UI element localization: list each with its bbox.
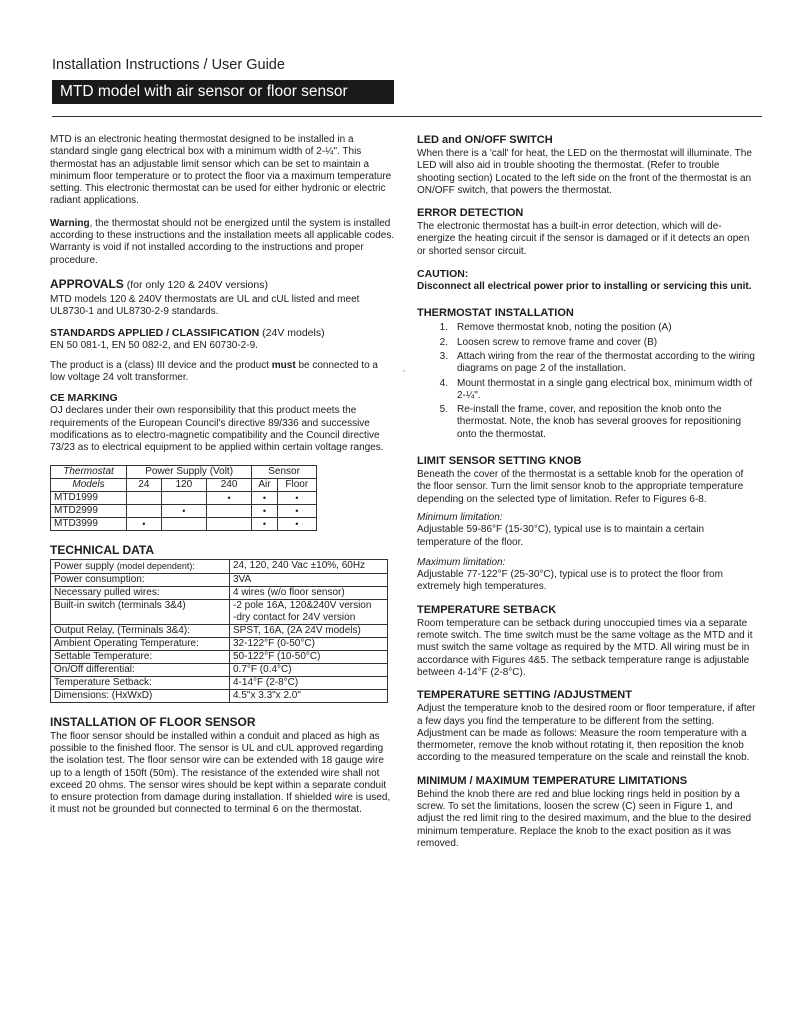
- min-text: Adjustable 59-86°F (15-30°C), typical use is to maintain a certain temperature of the floor.: [417, 524, 705, 548]
- standards-note: (24V models): [259, 326, 325, 339]
- minmax-text: Behind the knob there are red and blue locking rings held in position by a screw. To set the limitations, loosen the screw (C) seen in Figure 1, and adjust the red limit ring to the desired maximum, and the blue to the desired minimum temperature. Replace the knob to the exact position as it was removed.: [417, 788, 752, 849]
- dot-cell: •: [277, 491, 316, 504]
- warning-text: , the thermostat should not be energized until the system is installed according to these instructions and the installation meets all applicable codes. Warranty is void if not installed according to the instructions and proper procedure.: [50, 217, 395, 266]
- step-text: Loosen screw to remove frame and cover (B): [457, 336, 658, 348]
- tech-key: Temperature Setback:: [51, 676, 230, 689]
- tech-value: 24, 120, 240 Vac ±10%, 60Hz: [230, 559, 388, 573]
- ce-heading: CE MARKING: [50, 392, 118, 405]
- list-item: [417, 322, 757, 334]
- table-row: [51, 517, 317, 530]
- tech-key: Ambient Operating Temperature:: [51, 637, 230, 650]
- dot-cell: [206, 517, 251, 530]
- tech-value: 3VA: [230, 573, 388, 586]
- step-text: Remove thermostat knob, noting the position (A): [457, 322, 672, 334]
- dot-cell: •: [252, 517, 277, 530]
- setback-text: Room temperature can be setback during unoccupied times via a separate remote switch. The time switch must be the same voltage as the MTD and it must switch the same voltage as required by the MTD. All wiring must be in accordance with Figures 4&5. The setback temperature range is adjustable between 4-14°F (2-8°C).: [417, 617, 753, 678]
- table-row: [51, 637, 388, 650]
- ce-text: OJ declares under their own responsibility that this product meets the requirements of the European Council's directive 89/336 and successive modifications as to electro-magnetic compatibility and the Council directive 73/23 as to electrical equipment to be applied within certain voltage ranges.: [50, 405, 384, 454]
- header-divider: [52, 116, 762, 117]
- tech-key: [51, 559, 230, 573]
- table-row: [51, 586, 388, 599]
- models-header-120: 120: [161, 478, 206, 491]
- tech-key: Dimensions: (HxWxD): [51, 689, 230, 702]
- step-text: Mount thermostat in a single gang electrical box, minimum width of 2-¼".: [457, 377, 753, 401]
- dot-cell: •: [161, 504, 206, 517]
- dot-cell: •: [252, 504, 277, 517]
- class-text-b: be connected to a low voltage 24 volt transformer.: [50, 359, 378, 384]
- floor-sensor-heading: INSTALLATION OF FLOOR SENSOR: [50, 714, 256, 729]
- warning-paragraph: [50, 218, 395, 267]
- list-item: [417, 351, 757, 376]
- list-item: [417, 404, 757, 441]
- class-paragraph: [50, 360, 395, 385]
- model-cell: MTD3999: [51, 517, 127, 530]
- dot-cell: •: [277, 504, 316, 517]
- setting-text: Adjust the temperature knob to the desired room or floor temperature, if after a few days you find the temperature to be different from the setting. Adjustment can be made as follows: Measure the room temperature with a thermometer, remove the knob without rotating it, then reposition the knob according to the measured temperature on the scale and reinstall the knob.: [417, 703, 756, 764]
- tech-key: Settable Temperature:: [51, 650, 230, 663]
- table-row: [51, 676, 388, 689]
- models-header-24: 24: [127, 478, 162, 491]
- tech-key: Power consumption:: [51, 573, 230, 586]
- tech-key: Necessary pulled wires:: [51, 586, 230, 599]
- approvals-note: (for only 120 & 240V versions): [123, 278, 268, 291]
- tech-value: 4.5"x 3.3"x 2.0": [230, 689, 388, 702]
- tech-key: Built-in switch (terminals 3&4): [51, 599, 230, 624]
- setting-heading: TEMPERATURE SETTING /ADJUSTMENT: [417, 689, 632, 702]
- error-heading: ERROR DETECTION: [417, 207, 524, 220]
- left-column: [50, 134, 395, 817]
- caution-heading: CAUTION:: [417, 268, 469, 281]
- max-text: Adjustable 77-122°F (25-30°C), typical use is to protect the floor from extremely high temperatures.: [417, 569, 723, 593]
- step-text: Attach wiring from the rear of the thermostat according to the wiring diagrams on page 2 of the installation.: [457, 350, 755, 375]
- step-number: 2.: [439, 336, 448, 348]
- standards-text: EN 50 081-1, EN 50 082-2, and EN 60730-2-9.: [50, 339, 258, 351]
- dot-cell: •: [277, 517, 316, 530]
- tech-value: 50-122°F (10-50°C): [230, 650, 388, 663]
- dot-cell: [161, 517, 206, 530]
- tech-key-text: Power supply: [54, 560, 117, 572]
- models-header-air: Air: [252, 478, 277, 491]
- tech-key-note: (model dependent):: [116, 560, 195, 571]
- table-row: [51, 573, 388, 586]
- models-header-thermostat: Thermostat: [51, 465, 127, 478]
- dot-cell: [161, 491, 206, 504]
- table-row: [51, 478, 317, 491]
- models-table: [50, 465, 317, 531]
- margin-mark: ,: [403, 364, 406, 373]
- list-item: [417, 378, 757, 403]
- models-header-models: Models: [51, 478, 127, 491]
- error-text: The electronic thermostat has a built-in error detection, which will de-energize the heating circuit if the sensor is damaged or if it detects an open or shorted sensor circuit.: [417, 221, 750, 257]
- tech-heading: TECHNICAL DATA: [50, 542, 154, 557]
- model-cell: MTD1999: [51, 491, 127, 504]
- tech-value: SPST, 16A, (2A 24V models): [230, 624, 388, 637]
- dot-cell: [127, 504, 162, 517]
- approvals-heading: [50, 277, 395, 292]
- table-row: [51, 689, 388, 702]
- table-row: [51, 465, 317, 478]
- tech-key: Output Relay, (Terminals 3&4):: [51, 624, 230, 637]
- dot-cell: [127, 491, 162, 504]
- step-number: 1.: [439, 322, 448, 334]
- table-row: [51, 504, 317, 517]
- list-item: [417, 337, 757, 349]
- class-text-a: The product is a (class) III device and the product: [50, 359, 272, 371]
- tech-table: [50, 559, 388, 703]
- caution-text: Disconnect all electrical power prior to installing or servicing this unit.: [417, 281, 752, 293]
- document-kind: Installation Instructions / User Guide: [52, 57, 285, 73]
- table-row: [51, 650, 388, 663]
- standards-heading: [50, 327, 395, 339]
- min-label: Minimum limitation:: [417, 511, 503, 523]
- tech-value: 32-122°F (0-50°C): [230, 637, 388, 650]
- max-label: Maximum limitation:: [417, 556, 506, 568]
- step-text: Re-install the frame, cover, and reposition the knob onto the thermostat. Note, the knob has several grooves for repositioning onto the thermostat.: [457, 404, 742, 440]
- standards-heading-text: STANDARDS APPLIED / CLASSIFICATION: [50, 326, 260, 339]
- tech-value: 4-14°F (2-8°C): [230, 676, 388, 689]
- intro-paragraph: MTD is an electronic heating thermostat designed to be installed in a standard single gang electrical box with a minimum width of 2-¼". This thermostat has an adjustable limit sensor which can be set to maintain a minimum floor temperature or to protect the floor via a maximum temperature setting. This electronic thermostat can be used for either hydronic or electric radiant applications.: [50, 134, 392, 207]
- tech-value: 0.7°F (0.4°C): [230, 663, 388, 676]
- table-row: [51, 663, 388, 676]
- table-row: [51, 599, 388, 624]
- models-header-power: Power Supply (Volt): [127, 465, 252, 478]
- floor-sensor-text: The floor sensor should be installed within a conduit and placed as high as possible to the finished floor. The sensor is UL and cUL approved regarding the isolation test. The floor sensor wire can be extended with 18 gauge wire up to a length of 150ft (50m). The resistance of the extended wire shall not exceed 20 ohms. The sensor wires should be kept within a separate conduit to ensure protection from damage during installation. If shielded wire is used, it must not be grounded but connected to terminal 6 on the thermostat.: [50, 730, 391, 816]
- models-header-floor: Floor: [277, 478, 316, 491]
- table-row: [51, 491, 317, 504]
- table-row: [51, 624, 388, 637]
- models-header-sensor: Sensor: [252, 465, 317, 478]
- step-number: 4.: [439, 377, 448, 389]
- led-text: When there is a 'call' for heat, the LED on the thermostat will illuminate. The LED will also aid in trouble shooting the thermostat. (Refer to trouble shooting section) Located to the left side on the front of the thermostat is an ON/OFF switch, that powers the thermostat.: [417, 148, 752, 196]
- step-number: 5.: [439, 404, 448, 416]
- install-steps: [417, 322, 757, 441]
- warning-label: Warning: [50, 217, 90, 229]
- models-header-240: 240: [206, 478, 251, 491]
- tech-value: -2 pole 16A, 120&240V version -dry contact for 24V version: [230, 599, 388, 624]
- tech-key: On/Off differential:: [51, 663, 230, 676]
- setback-heading: TEMPERATURE SETBACK: [417, 603, 557, 616]
- approvals-heading-text: APPROVALS: [50, 276, 124, 291]
- limit-text: Beneath the cover of the thermostat is a settable knob for the operation of the floor sensor. Turn the limit sensor knob to the appropriate temperature depending on the selected type of limitation. Refer to Figures 6-8.: [417, 469, 744, 505]
- minmax-heading: MINIMUM / MAXIMUM TEMPERATURE LIMITATIONS: [417, 774, 688, 787]
- dot-cell: •: [127, 517, 162, 530]
- page-title: MTD model with air sensor or floor sensor: [52, 80, 394, 104]
- dot-cell: •: [206, 491, 251, 504]
- step-number: 3.: [439, 350, 448, 362]
- install-heading: THERMOSTAT INSTALLATION: [417, 307, 574, 320]
- led-heading: LED and ON/OFF SWITCH: [417, 134, 553, 146]
- dot-cell: •: [252, 491, 277, 504]
- model-cell: MTD2999: [51, 504, 127, 517]
- tech-value: 4 wires (w/o floor sensor): [230, 586, 388, 599]
- dot-cell: [206, 504, 251, 517]
- limit-heading: LIMIT SENSOR SETTING KNOB: [417, 455, 582, 468]
- class-must: must: [271, 359, 296, 371]
- right-column: [417, 134, 757, 850]
- table-row: [51, 559, 388, 573]
- approvals-text: MTD models 120 & 240V thermostats are UL and cUL listed and meet UL8730-1 and UL8730-2-9 standards.: [50, 293, 360, 318]
